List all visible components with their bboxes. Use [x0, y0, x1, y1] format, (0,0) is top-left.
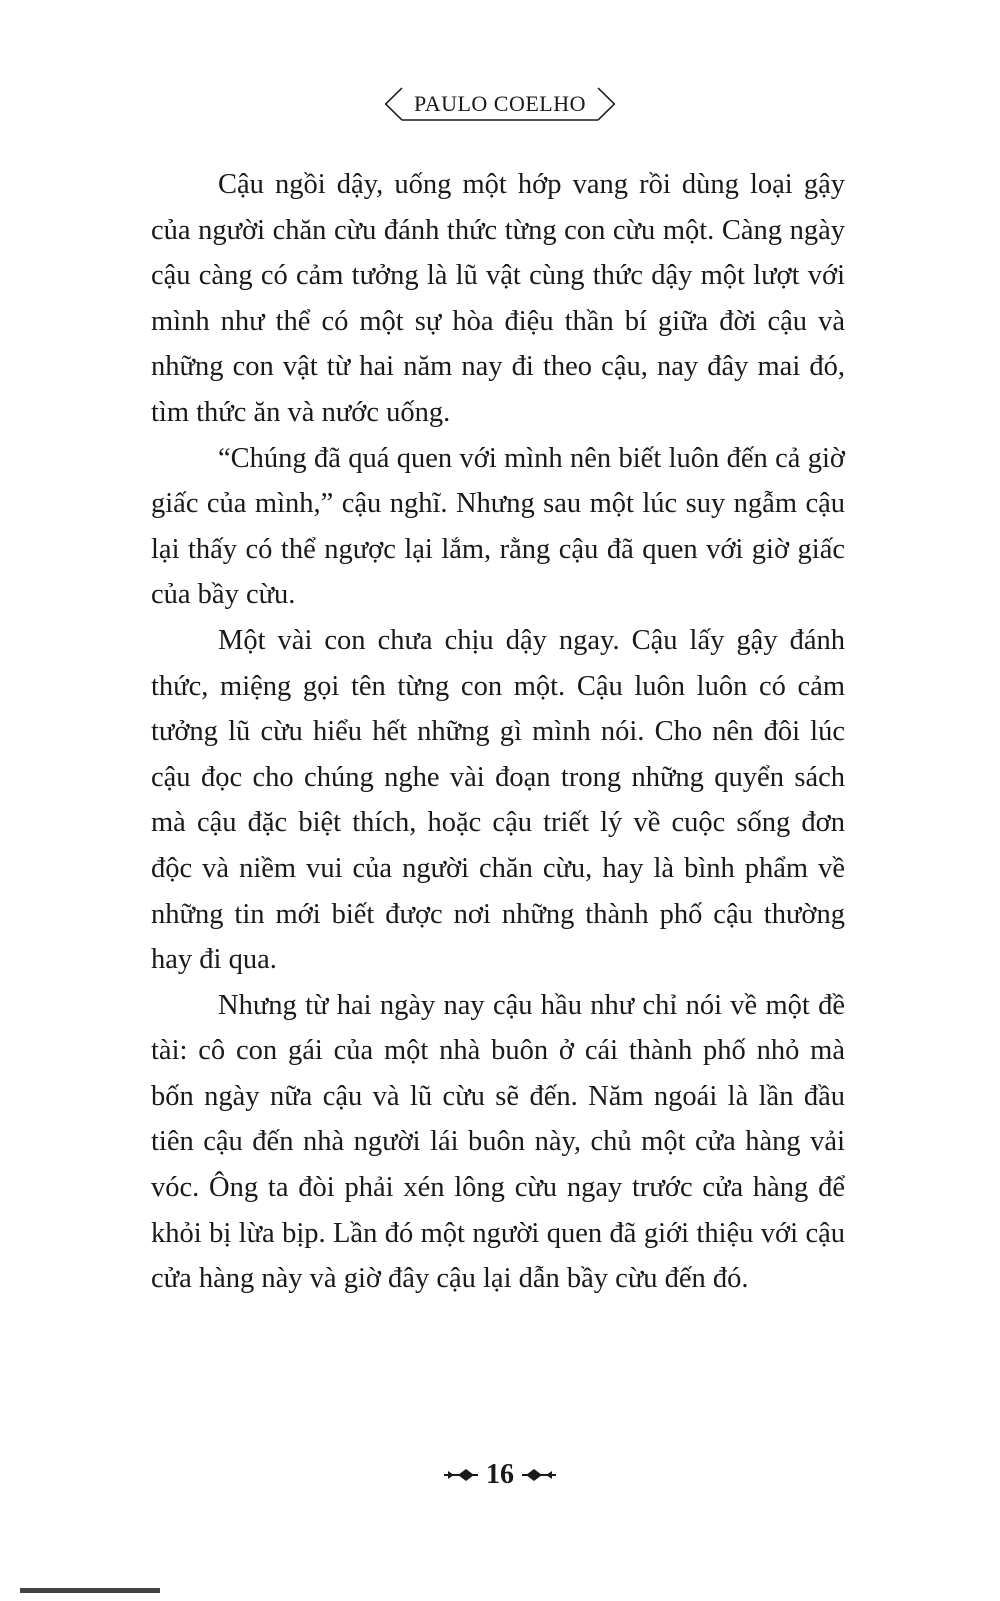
scan-edge-shadow: [20, 1588, 160, 1593]
right-ornament-icon: [522, 1468, 556, 1482]
running-header: [0, 86, 1000, 122]
paragraph-2: “Chúng đã quá quen với mình nên biết luôn đến cả giờ giấc của mình,” cậu nghĩ. Nhưng sau một lúc suy ngẫm cậu lại thấy có thể ngược lại lắm, rằng cậu đã quen với giờ giấc của bầy cừu.: [151, 442, 845, 611]
running-header-author: PAULO COELHO: [413, 91, 587, 116]
paragraph-1: Cậu ngồi dậy, uống một hớp vang rồi dùng loại gậy của người chăn cừu đánh thức từng con cừu một. Càng ngày cậu càng có cảm tưởng là lũ vật cùng thức dậy một lượt với mình như thể có một sự hòa điệu thần bí giữa đời cậu và những con vật từ hai năm nay đi theo cậu, nay đây mai đó, tìm thức ăn và nước uống.: [151, 169, 845, 428]
page-folio: [0, 1460, 1000, 1490]
left-ornament-icon: [444, 1468, 478, 1482]
paragraph-4: Nhưng từ hai ngày nay cậu hầu như chỉ nói về một đề tài: cô con gái của một nhà buôn ở cái thành phố nhỏ mà bốn ngày nữa cậu và lũ cừu sẽ đến. Năm ngoái là lần đầu tiên cậu đến nhà người lái buôn này, chủ một cửa hàng vải vóc. Ông ta đòi phải xén lông cừu ngay trước cửa hàng để khỏi bị lừa bịp. Lần đó một người quen đã giới thiệu với cậu cửa hàng này và giờ đây cậu lại dẫn bầy cừu đến đó.: [151, 989, 845, 1295]
page-number: 16: [486, 1459, 514, 1490]
paragraph-3: Một vài con chưa chịu dậy ngay. Cậu lấy gậy đánh thức, miệng gọi tên từng con một. Cậu luôn luôn có cảm tưởng lũ cừu hiểu hết những gì mình nói. Cho nên đôi lúc cậu đọc cho chúng nghe vài đoạn trong những quyển sách mà cậu đặc biệt thích, hoặc cậu triết lý về cuộc sống đơn độc và niềm vui của người chăn cừu, hay là bình phẩm về những tin mới biết được nơi những thành phố cậu thường hay đi qua.: [151, 624, 845, 976]
body-text: [151, 162, 845, 1302]
header-frame: [382, 86, 618, 122]
